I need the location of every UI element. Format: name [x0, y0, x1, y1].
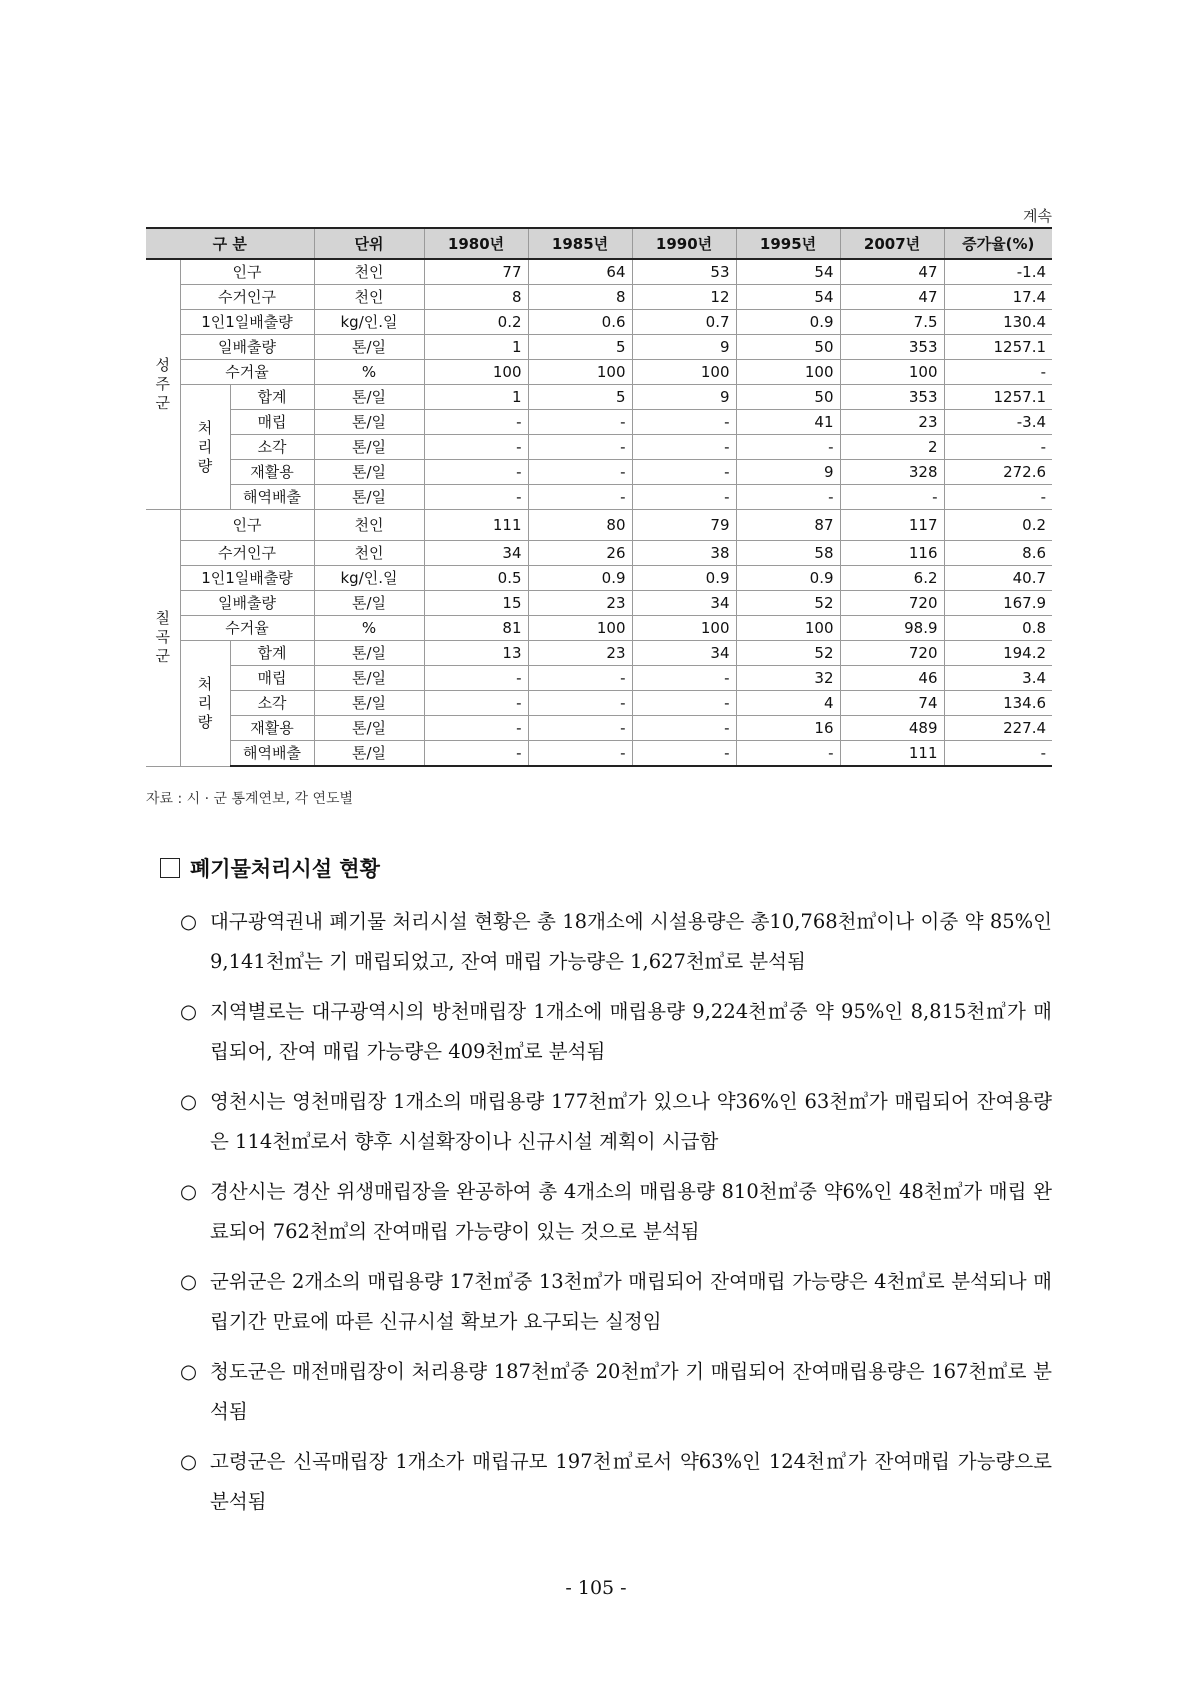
- row-value: 77: [424, 259, 528, 285]
- header-unit: 단위: [314, 228, 424, 259]
- table-row: [146, 310, 1052, 335]
- row-value: 272.6: [944, 460, 1052, 485]
- table-row: [146, 666, 1052, 691]
- list-item: [180, 1352, 1052, 1432]
- header-growth-rate: 증가율(%): [944, 228, 1052, 259]
- header-year: 2007년: [840, 228, 944, 259]
- row-unit: 톤/일: [314, 741, 424, 767]
- row-value: -: [424, 716, 528, 741]
- table-row: [146, 616, 1052, 641]
- row-value: 111: [424, 510, 528, 541]
- row-value: -: [632, 691, 736, 716]
- row-value: 111: [840, 741, 944, 767]
- table-row: [146, 385, 1052, 410]
- row-value: 3.4: [944, 666, 1052, 691]
- row-value: 9: [632, 335, 736, 360]
- table-row: [146, 741, 1052, 767]
- row-label: 일배출량: [180, 335, 314, 360]
- row-unit: kg/인.일: [314, 310, 424, 335]
- list-item-text: 지역별로는 대구광역시의 방천매립장 1개소에 매립용량 9,224천㎥중 약 95%인 8,815천㎥가 매립되어, 잔여 매립 가능량은 409천㎥로 분석됨: [210, 1000, 1052, 1063]
- list-item: [180, 1442, 1052, 1522]
- waste-statistics-table: [146, 227, 1052, 767]
- row-value: -: [424, 435, 528, 460]
- row-value: 100: [840, 360, 944, 385]
- table-row: [146, 641, 1052, 666]
- table-row: [146, 360, 1052, 385]
- row-value: 8: [424, 285, 528, 310]
- table-row: [146, 259, 1052, 285]
- row-value: -: [528, 410, 632, 435]
- header-category: 구 분: [146, 228, 314, 259]
- row-value: -: [944, 485, 1052, 510]
- row-value: 50: [736, 385, 840, 410]
- checkbox-square-icon: [160, 858, 180, 878]
- row-label: 해역배출: [230, 485, 314, 510]
- list-item-text: 영천시는 영천매립장 1개소의 매립용량 177천㎥가 있으나 약36%인 63천㎥가 매립되어 잔여용량은 114천㎥로서 향후 시설확장이나 신규시설 계획이 시급함: [210, 1090, 1052, 1153]
- table-source-note: 자료 : 시 · 군 통계연보, 각 연도별: [146, 791, 354, 807]
- row-value: -: [736, 741, 840, 767]
- region-label: 성주군: [146, 259, 180, 510]
- row-value: 40.7: [944, 566, 1052, 591]
- row-unit: 톤/일: [314, 460, 424, 485]
- row-value: -: [528, 716, 632, 741]
- row-value: 13: [424, 641, 528, 666]
- row-label: 수거율: [180, 616, 314, 641]
- row-label: 1인1일배출량: [180, 310, 314, 335]
- row-value: 23: [528, 591, 632, 616]
- row-value: 353: [840, 385, 944, 410]
- row-value: 0.2: [944, 510, 1052, 541]
- row-value: -: [632, 460, 736, 485]
- row-unit: 톤/일: [314, 716, 424, 741]
- row-value: -3.4: [944, 410, 1052, 435]
- row-unit: 천인: [314, 541, 424, 566]
- row-value: 54: [736, 285, 840, 310]
- row-value: 0.9: [528, 566, 632, 591]
- row-value: 134.6: [944, 691, 1052, 716]
- list-item-text: 대구광역권내 폐기물 처리시설 현황은 총 18개소에 시설용량은 총10,768천㎥이나 이중 약 85%인 9,141천㎥는 기 매립되었고, 잔여 매립 가능량은 1,627천㎥로 분석됨: [210, 910, 1052, 973]
- table-row: [146, 716, 1052, 741]
- row-value: 79: [632, 510, 736, 541]
- row-value: 32: [736, 666, 840, 691]
- row-value: 34: [632, 591, 736, 616]
- row-value: -: [632, 410, 736, 435]
- row-unit: 톤/일: [314, 691, 424, 716]
- row-label: 수거율: [180, 360, 314, 385]
- bullet-circle-icon: ○: [180, 1090, 198, 1113]
- row-value: -: [632, 485, 736, 510]
- row-value: 353: [840, 335, 944, 360]
- row-value: 0.2: [424, 310, 528, 335]
- row-value: -1.4: [944, 259, 1052, 285]
- row-value: -: [528, 691, 632, 716]
- table-body: [146, 259, 1052, 766]
- row-value: 0.9: [736, 310, 840, 335]
- row-label: 재활용: [230, 716, 314, 741]
- row-value: 52: [736, 641, 840, 666]
- region-label: 칠곡군: [146, 510, 180, 767]
- row-value: 1257.1: [944, 385, 1052, 410]
- row-value: 23: [528, 641, 632, 666]
- row-value: 116: [840, 541, 944, 566]
- list-item-text: 경산시는 경산 위생매립장을 완공하여 총 4개소의 매립용량 810천㎥중 약6%인 48천㎥가 매립 완료되어 762천㎥의 잔여매립 가능량이 있는 것으로 분석됨: [210, 1180, 1052, 1243]
- row-unit: kg/인.일: [314, 566, 424, 591]
- row-value: 100: [736, 616, 840, 641]
- table-row: [146, 566, 1052, 591]
- row-unit: 천인: [314, 510, 424, 541]
- row-value: 53: [632, 259, 736, 285]
- bullet-circle-icon: ○: [180, 1270, 198, 1293]
- row-value: 1: [424, 335, 528, 360]
- row-label: 수거인구: [180, 541, 314, 566]
- section-title: 폐기물처리시설 현황: [190, 856, 380, 881]
- row-unit: 천인: [314, 285, 424, 310]
- continued-label: 계속: [1023, 207, 1052, 225]
- row-value: 74: [840, 691, 944, 716]
- bullet-circle-icon: ○: [180, 1450, 198, 1473]
- table-row: [146, 460, 1052, 485]
- row-value: 52: [736, 591, 840, 616]
- row-value: 47: [840, 285, 944, 310]
- row-value: 8.6: [944, 541, 1052, 566]
- row-value: 100: [632, 616, 736, 641]
- row-value: -: [632, 716, 736, 741]
- row-value: -: [424, 485, 528, 510]
- row-label: 합계: [230, 641, 314, 666]
- row-value: 5: [528, 335, 632, 360]
- row-value: -: [632, 435, 736, 460]
- row-value: -: [840, 485, 944, 510]
- row-value: 23: [840, 410, 944, 435]
- row-value: 2: [840, 435, 944, 460]
- treatment-group-label: 처리량: [180, 385, 230, 510]
- row-value: -: [944, 360, 1052, 385]
- row-value: 100: [632, 360, 736, 385]
- row-value: 0.8: [944, 616, 1052, 641]
- row-value: 4: [736, 691, 840, 716]
- row-label: 소각: [230, 691, 314, 716]
- list-item: [180, 902, 1052, 982]
- table-row: [146, 335, 1052, 360]
- header-year: 1995년: [736, 228, 840, 259]
- row-value: 46: [840, 666, 944, 691]
- row-unit: %: [314, 360, 424, 385]
- row-value: 227.4: [944, 716, 1052, 741]
- row-value: -: [424, 741, 528, 767]
- table-header-row: [146, 228, 1052, 259]
- table-row: [146, 410, 1052, 435]
- row-value: 41: [736, 410, 840, 435]
- row-value: 64: [528, 259, 632, 285]
- row-value: 1257.1: [944, 335, 1052, 360]
- bullet-circle-icon: ○: [180, 1000, 198, 1023]
- row-value: 87: [736, 510, 840, 541]
- row-value: 15: [424, 591, 528, 616]
- row-value: 0.9: [736, 566, 840, 591]
- row-value: 9: [736, 460, 840, 485]
- row-label: 해역배출: [230, 741, 314, 767]
- table-row: [146, 435, 1052, 460]
- section-heading: [160, 853, 380, 883]
- table-row: [146, 691, 1052, 716]
- row-value: 50: [736, 335, 840, 360]
- row-value: -: [632, 741, 736, 767]
- table-row: [146, 485, 1052, 510]
- row-value: 58: [736, 541, 840, 566]
- list-item-text: 청도군은 매전매립장이 처리용량 187천㎥중 20천㎥가 기 매립되어 잔여매립용량은 167천㎥로 분석됨: [210, 1360, 1052, 1423]
- row-value: 8: [528, 285, 632, 310]
- row-value: 80: [528, 510, 632, 541]
- row-label: 합계: [230, 385, 314, 410]
- list-item-text: 고령군은 신곡매립장 1개소가 매립규모 197천㎥로서 약63%인 124천㎥가 잔여매립 가능량으로 분석됨: [210, 1450, 1052, 1513]
- row-value: -: [424, 410, 528, 435]
- header-year: 1990년: [632, 228, 736, 259]
- bullet-circle-icon: ○: [180, 910, 198, 933]
- header-year: 1985년: [528, 228, 632, 259]
- row-unit: 톤/일: [314, 385, 424, 410]
- table-row: [146, 510, 1052, 541]
- treatment-group-label: 처리량: [180, 641, 230, 767]
- row-value: 117: [840, 510, 944, 541]
- row-value: 167.9: [944, 591, 1052, 616]
- row-value: 130.4: [944, 310, 1052, 335]
- row-value: -: [424, 666, 528, 691]
- row-value: -: [528, 435, 632, 460]
- row-value: 17.4: [944, 285, 1052, 310]
- row-value: 12: [632, 285, 736, 310]
- row-unit: 톤/일: [314, 666, 424, 691]
- row-value: -: [736, 485, 840, 510]
- row-value: 194.2: [944, 641, 1052, 666]
- row-value: -: [944, 435, 1052, 460]
- list-item-text: 군위군은 2개소의 매립용량 17천㎥중 13천㎥가 매립되어 잔여매립 가능량은 4천㎥로 분석되나 매립기간 만료에 따른 신규시설 확보가 요구되는 실정임: [210, 1270, 1052, 1333]
- row-label: 1인1일배출량: [180, 566, 314, 591]
- row-label: 매립: [230, 666, 314, 691]
- row-value: 38: [632, 541, 736, 566]
- row-value: 720: [840, 591, 944, 616]
- row-label: 일배출량: [180, 591, 314, 616]
- row-value: 16: [736, 716, 840, 741]
- row-value: -: [424, 460, 528, 485]
- row-label: 수거인구: [180, 285, 314, 310]
- row-value: 26: [528, 541, 632, 566]
- list-item: [180, 1082, 1052, 1162]
- list-item: [180, 1172, 1052, 1252]
- row-value: 7.5: [840, 310, 944, 335]
- row-unit: 톤/일: [314, 335, 424, 360]
- row-value: -: [528, 741, 632, 767]
- header-year: 1980년: [424, 228, 528, 259]
- row-unit: 천인: [314, 259, 424, 285]
- row-label: 매립: [230, 410, 314, 435]
- row-label: 인구: [180, 510, 314, 541]
- bullet-circle-icon: ○: [180, 1180, 198, 1203]
- table-row: [146, 591, 1052, 616]
- page-number: - 105 -: [565, 1577, 627, 1599]
- row-value: 34: [424, 541, 528, 566]
- row-value: 100: [736, 360, 840, 385]
- row-value: 81: [424, 616, 528, 641]
- row-value: 54: [736, 259, 840, 285]
- row-value: 1: [424, 385, 528, 410]
- list-item: [180, 992, 1052, 1072]
- row-value: 0.5: [424, 566, 528, 591]
- table-row: [146, 541, 1052, 566]
- row-value: -: [424, 691, 528, 716]
- row-value: -: [736, 435, 840, 460]
- row-value: 9: [632, 385, 736, 410]
- list-item: [180, 1262, 1052, 1342]
- row-value: 100: [424, 360, 528, 385]
- row-value: -: [528, 666, 632, 691]
- row-value: -: [528, 485, 632, 510]
- row-value: 100: [528, 616, 632, 641]
- row-label: 재활용: [230, 460, 314, 485]
- row-unit: 톤/일: [314, 485, 424, 510]
- row-unit: 톤/일: [314, 435, 424, 460]
- table-row: [146, 285, 1052, 310]
- row-value: 5: [528, 385, 632, 410]
- row-unit: 톤/일: [314, 410, 424, 435]
- row-value: 47: [840, 259, 944, 285]
- row-value: 720: [840, 641, 944, 666]
- row-unit: 톤/일: [314, 591, 424, 616]
- row-value: 489: [840, 716, 944, 741]
- row-unit: %: [314, 616, 424, 641]
- row-value: 0.6: [528, 310, 632, 335]
- row-unit: 톤/일: [314, 641, 424, 666]
- bullet-circle-icon: ○: [180, 1360, 198, 1383]
- row-value: -: [944, 741, 1052, 767]
- row-value: 0.9: [632, 566, 736, 591]
- row-label: 소각: [230, 435, 314, 460]
- row-value: 34: [632, 641, 736, 666]
- row-value: 6.2: [840, 566, 944, 591]
- row-value: 328: [840, 460, 944, 485]
- row-label: 인구: [180, 259, 314, 285]
- row-value: 100: [528, 360, 632, 385]
- row-value: -: [632, 666, 736, 691]
- row-value: -: [528, 460, 632, 485]
- bullet-list: [180, 902, 1052, 1532]
- row-value: 0.7: [632, 310, 736, 335]
- row-value: 98.9: [840, 616, 944, 641]
